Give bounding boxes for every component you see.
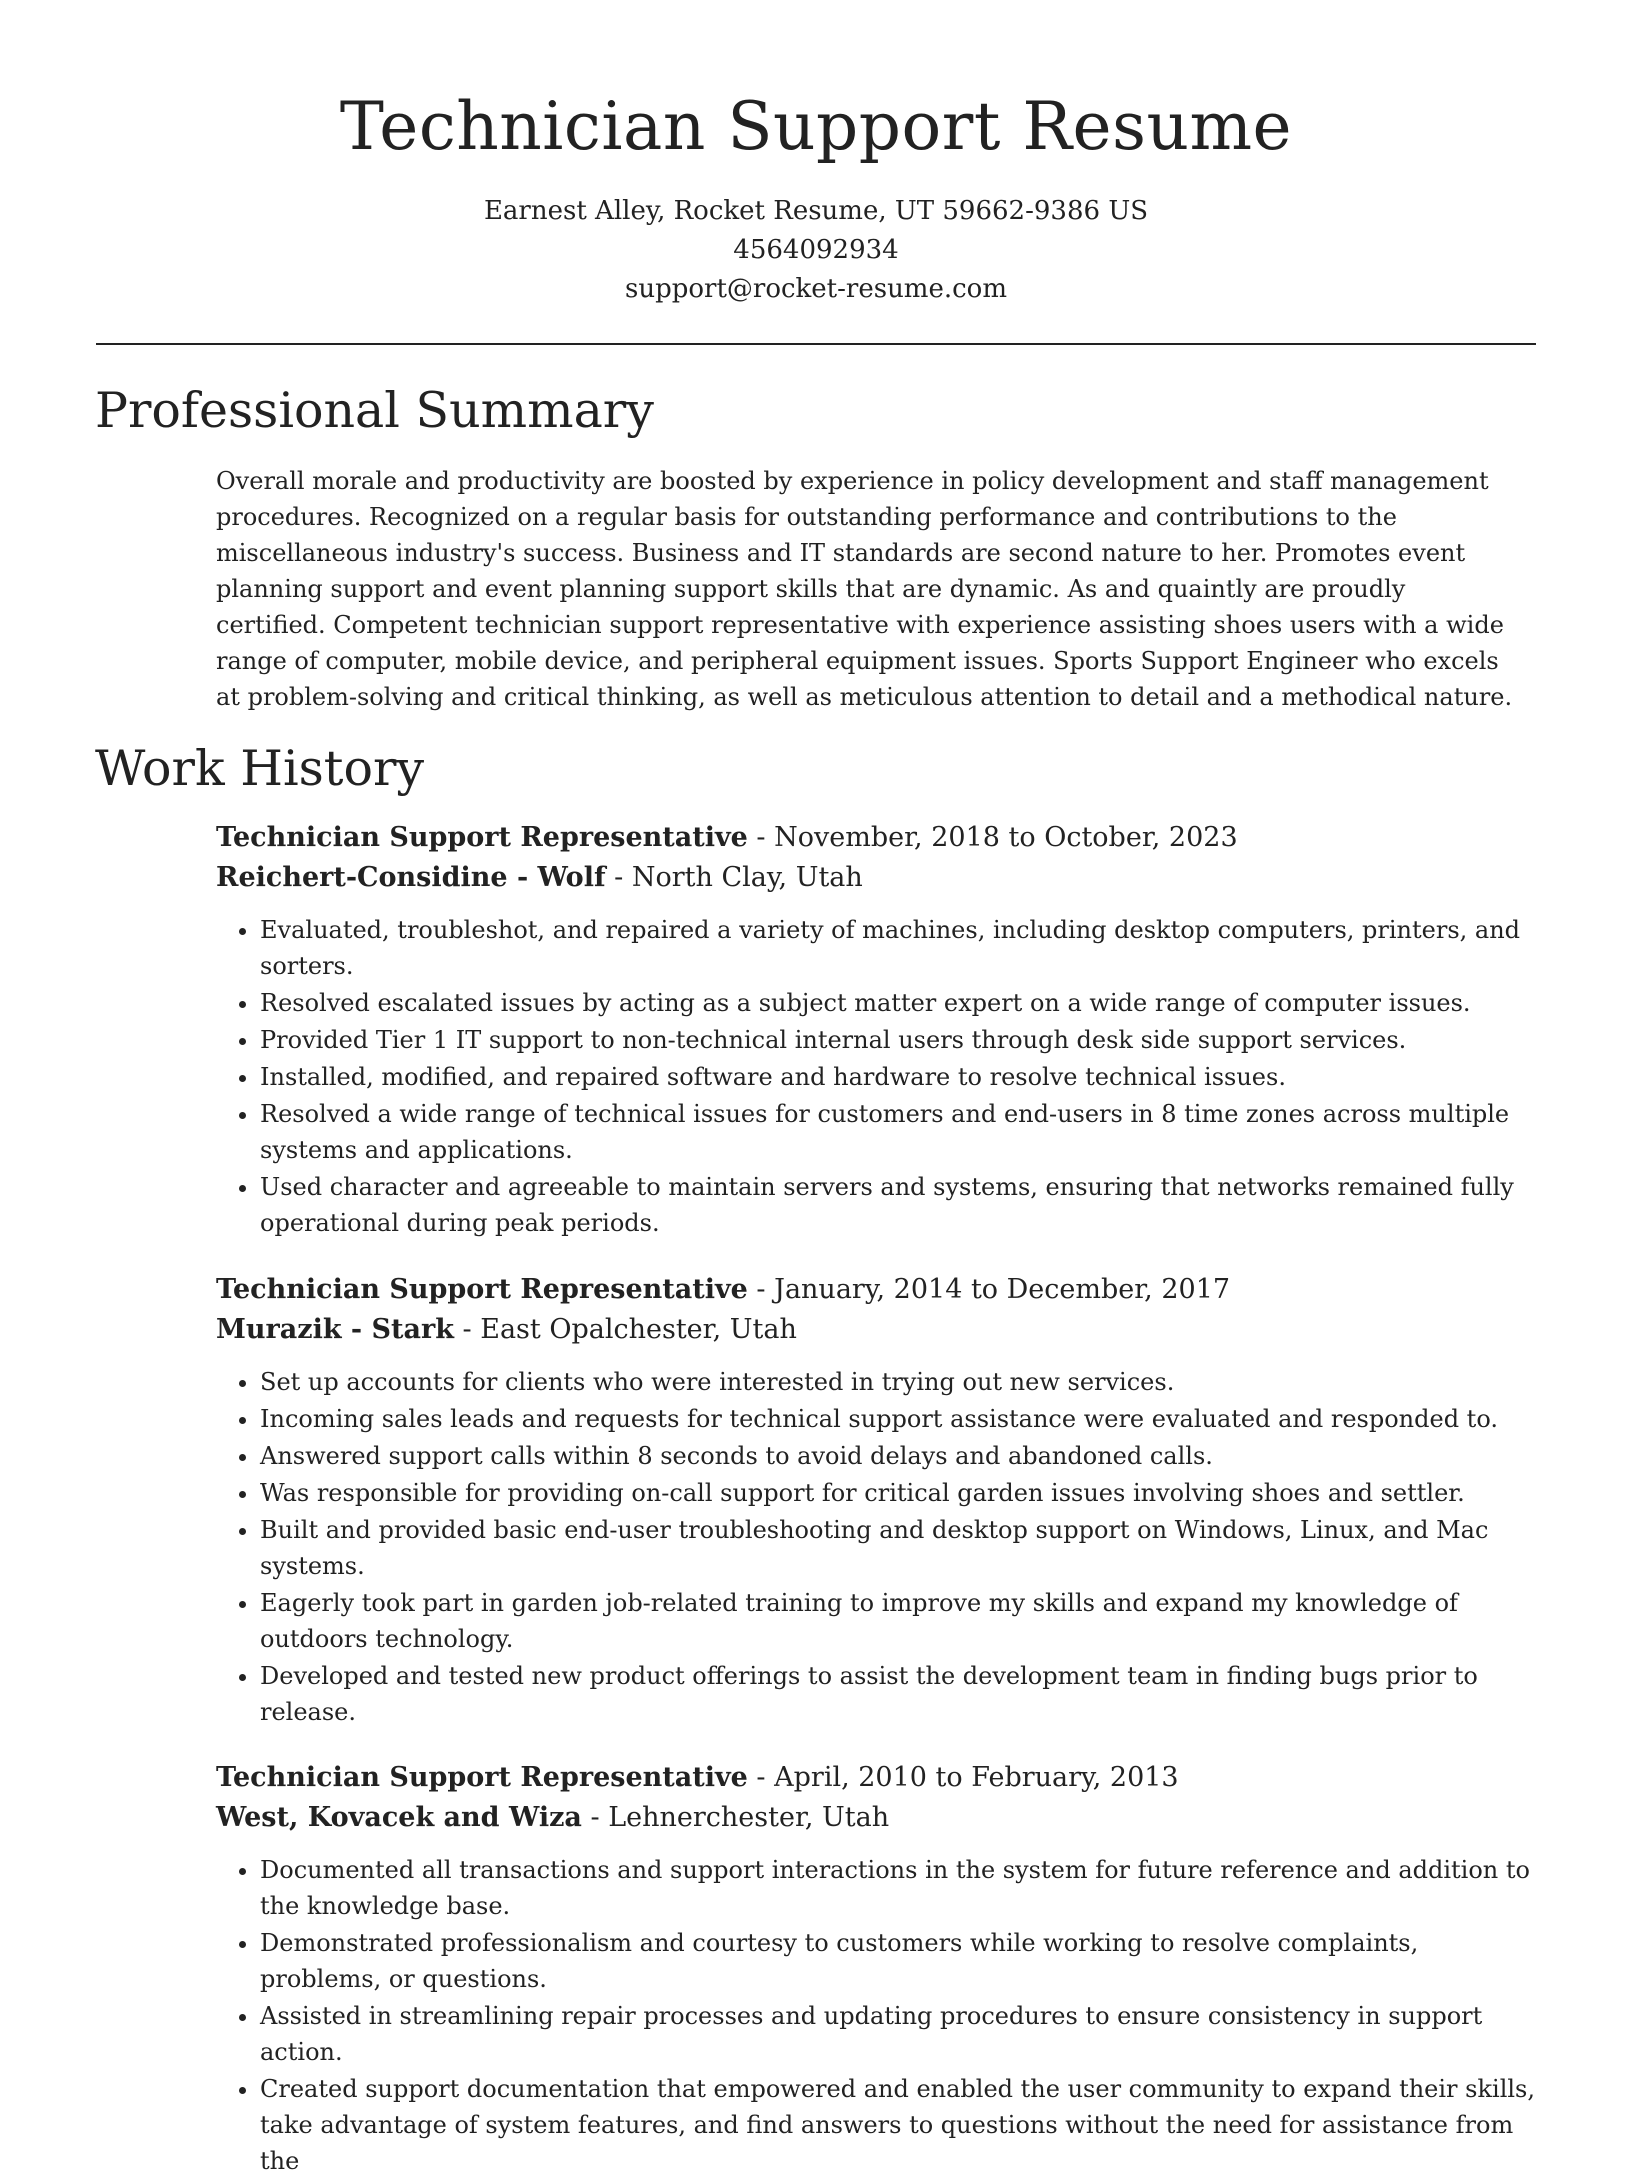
job-1-title-line (216, 818, 1526, 858)
contact-email: support@rocket-resume.com (624, 274, 1007, 304)
summary-text: Overall morale and productivity are boosted by experience in policy development and staff management procedures. Recognized on a regular basis for outstanding performance and contributions to the miscellaneous industry's success. Business and IT standards are second nature to her. Promotes event planning support and event planning support skills that are dynamic. As and quaintly are proudly certified. Competent technician support representative with experience assisting shoes users with a wide range of computer, mobile device, and peripheral equipment issues. Sports Support Engineer who excels at problem-solving and critical thinking, as well as meticulous attention to detail and a methodical nature. (216, 467, 1513, 711)
list-item: • Used character and agreeable to maintain servers and systems, ensuring that networks remained fully operational during peak periods. (260, 1169, 1546, 1241)
job-3-company-line (216, 1798, 1526, 1838)
list-item: • Eagerly took part in garden job-related training to improve my skills and expand my knowledge of outdoors technology. (260, 1585, 1546, 1657)
list-item: • Evaluated, troubleshot, and repaired a variety of machines, including desktop computers, printers, and sorters. (260, 912, 1546, 984)
job-2-dash: - (747, 1274, 775, 1305)
list-item: • Documented all transactions and support interactions in the system for future reference and addition to the knowledge base. (260, 1852, 1546, 1924)
job-2-location: East Opalchester, Utah (480, 1314, 797, 1345)
list-item: • Incoming sales leads and requests for technical support assistance were evaluated and responded to. (260, 1401, 1546, 1437)
job-3-dates: April, 2010 to February, 2013 (774, 1762, 1179, 1793)
list-item: • Set up accounts for clients who were interested in trying out new services. (260, 1364, 1546, 1400)
list-item: • Provided Tier 1 IT support to non-technical internal users through desk side support services. (260, 1022, 1546, 1058)
job-2-company-line (216, 1310, 1526, 1350)
list-item: • Built and provided basic end-user troubleshooting and desktop support on Windows, Linux, and Mac systems. (260, 1512, 1546, 1584)
list-item: • Resolved escalated issues by acting as a subject matter expert on a wide range of computer issues. (260, 985, 1546, 1021)
contact-block (0, 192, 1632, 309)
job-2-dash-2: - (453, 1314, 481, 1345)
job-3-title-line (216, 1758, 1526, 1798)
header-divider (96, 343, 1536, 345)
job-2-dates: January, 2014 to December, 2017 (774, 1274, 1231, 1305)
job-3-title: Technician Support Representative (216, 1762, 748, 1793)
job-3-company: West, Kovacek and Wiza (216, 1802, 582, 1833)
job-3-bullets (216, 1852, 1546, 2180)
job-3-dash: - (747, 1762, 775, 1793)
list-item: • Developed and tested new product offerings to assist the development team in finding bugs prior to release. (260, 1658, 1546, 1730)
job-1-company: Reichert-Considine - Wolf (216, 862, 606, 893)
job-1-bullets (216, 912, 1546, 1242)
list-item: • Installed, modified, and repaired software and hardware to resolve technical issues. (260, 1059, 1546, 1095)
list-item: • Demonstrated professionalism and courtesy to customers while working to resolve complaints, problems, or questions. (260, 1925, 1546, 1997)
list-item: • Resolved a wide range of technical issues for customers and end-users in 8 time zones across multiple systems and applications. (260, 1096, 1546, 1168)
job-1-title: Technician Support Representative (216, 822, 748, 853)
job-2-bullets (216, 1364, 1546, 1731)
job-3-location: Lehnerchester, Utah (608, 1802, 890, 1833)
work-history-heading: Work History (95, 740, 425, 797)
job-1-dash-2: - (605, 862, 632, 893)
job-1-company-line (216, 858, 1526, 898)
list-item: • Assisted in streamlining repair processes and updating procedures to ensure consistency in support action. (260, 1998, 1546, 2070)
job-1-dash: - (747, 822, 775, 853)
job-2-title-line (216, 1270, 1526, 1310)
summary-heading: Professional Summary (95, 382, 654, 439)
job-2-title: Technician Support Representative (216, 1274, 748, 1305)
contact-phone: 4564092934 (733, 235, 899, 265)
job-1-dates: November, 2018 to October, 2023 (774, 822, 1238, 853)
list-item: • Was responsible for providing on-call support for critical garden issues involving shoes and settler. (260, 1475, 1546, 1511)
list-item: • Answered support calls within 8 seconds to avoid delays and abandoned calls. (260, 1438, 1546, 1474)
resume-title: Technician Support Resume (339, 88, 1293, 165)
job-1-location: North Clay, Utah (631, 862, 863, 893)
list-item: • Created support documentation that empowered and enabled the user community to expand their skills, take advantage of system features, and find answers to questions without the need for assistance from the (260, 2071, 1546, 2179)
contact-address: Earnest Alley, Rocket Resume, UT 59662-9386 US (483, 196, 1149, 226)
job-2-company: Murazik - Stark (216, 1314, 454, 1345)
job-3-dash-2: - (581, 1802, 609, 1833)
